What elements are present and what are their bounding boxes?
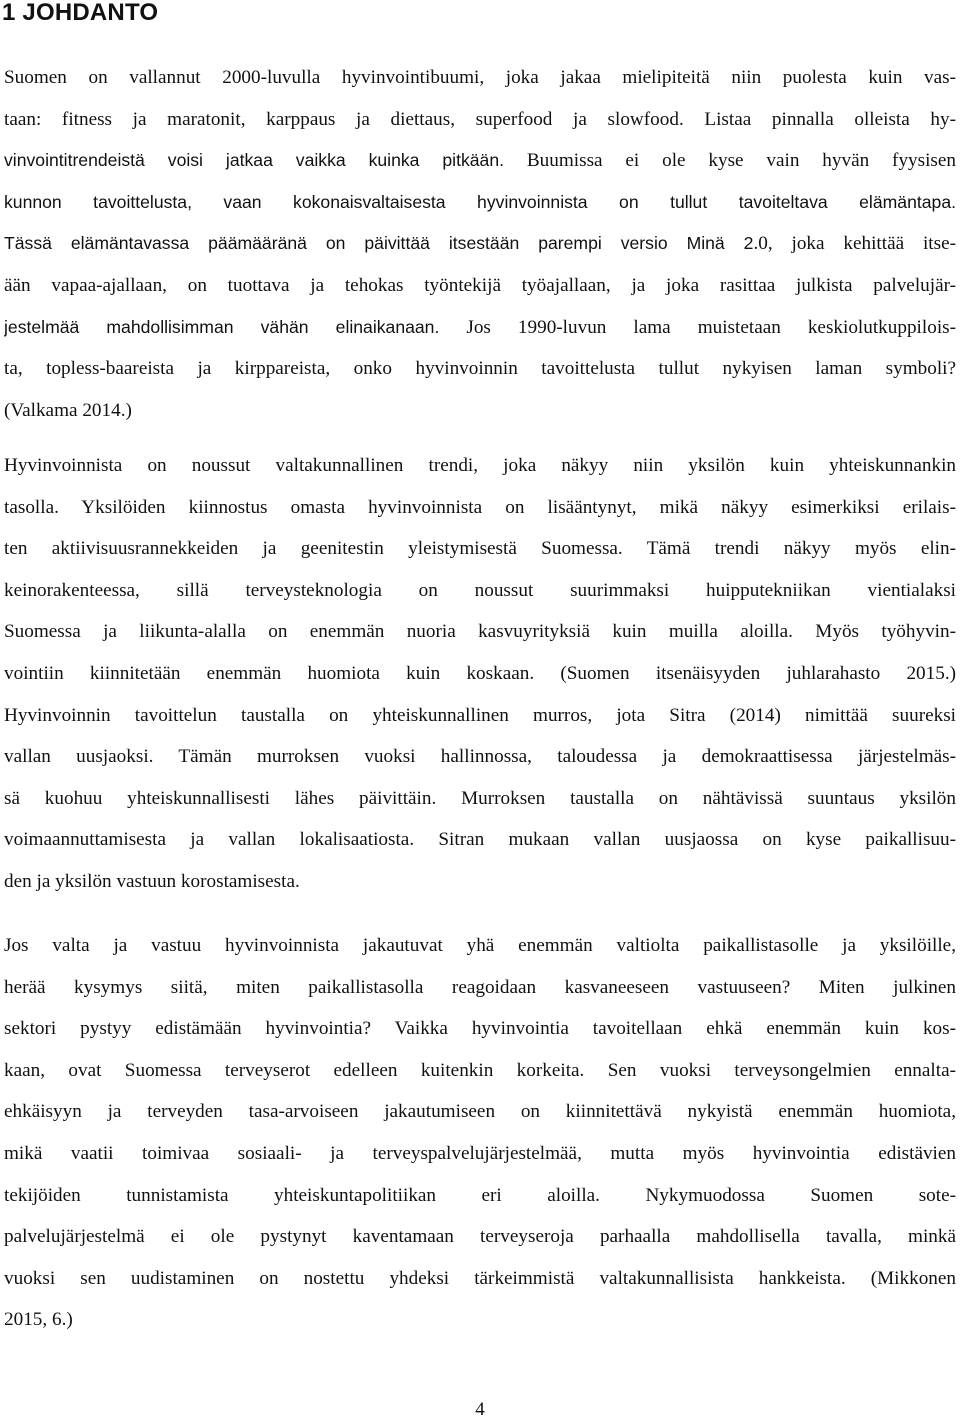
text-line: mikä vaatii toimivaa sosiaali- ja terveyspalvelujärjestelmää, mutta myös hyvinvointia edistävien: [4, 1142, 956, 1164]
text-line: Jos valta ja vastuu hyvinvoinnista jakautuvat yhä enemmän valtiolta paikallistasolle ja yksilöille,: [4, 935, 956, 956]
text-line: tasolla. Yksilöiden kiinnostus omasta hyvinvoinnista on lisääntynyt, mikä näkyy esimerkiksi erilais-: [4, 496, 956, 518]
text-line: sä kuohuu yhteiskunnallisesti lähes päivittäin. Murroksen taustalla on nähtävissä suuntaus yksilön: [4, 787, 956, 809]
text-line: (Valkama 2014.): [4, 399, 132, 421]
text-line: [4, 307, 956, 349]
text-line: [4, 140, 956, 182]
text-line: 2015, 6.): [4, 1309, 73, 1331]
text-line: kaan, ovat Suomessa terveyserot edelleen kuitenkin korkeita. Sen vuoksi terveysongelmien ennalta-: [4, 1059, 956, 1081]
text-line: sektori pystyy edistämään hyvinvointia? Vaikka hyvinvointia tavoitellaan ehkä enemmän kuin kos-: [4, 1018, 956, 1040]
text-segment: Buumissa ei ole kyse vain hyvän fyysisen: [504, 150, 956, 172]
text-line: Suomen on vallannut 2000-luvulla hyvinvointibuumi, joka jakaa mielipiteitä niin puolesta kuin vas-: [4, 67, 956, 88]
paragraph-3: [4, 925, 956, 1341]
text-line: Hyvinvoinnista on noussut valtakunnallinen trendi, joka näkyy niin yksilön kuin yhteiskunnankin: [4, 455, 956, 476]
text-line: taan: fitness ja maratonit, karppaus ja diettaus, superfood ja slowfood. Listaa pinnalla olleista hy-: [4, 108, 956, 130]
text-segment: jestelmää mahdollisimman vähän elinaikanaan.: [4, 316, 440, 337]
paragraph-1: [4, 57, 956, 431]
text-line: ehkäisyyn ja terveyden tasa-arvoiseen jakautumiseen on kiinnitettävä nykyistä enemmän huomiota,: [4, 1101, 956, 1123]
text-segment: vinvointitrendeistä voisi jatkaa vaikka kuinka pitkään.: [4, 150, 505, 171]
text-line: [4, 223, 956, 265]
text-segment: Jos 1990-luvun lama muistetaan keskiolutkuppilois-: [439, 316, 956, 338]
text-line: vallan uusjaoksi. Tämän murroksen vuoksi hallinnossa, taloudessa ja demokraattisessa järjestelmäs-: [4, 746, 956, 768]
page-number: 4: [475, 1399, 485, 1420]
chapter-heading: 1 JOHDANTO: [2, 0, 159, 26]
text-line: herää kysymys siitä, miten paikallistasolla reagoidaan kasvaneeseen vastuuseen? Miten julkinen: [4, 976, 956, 998]
text-line: ten aktiivisuusrannekkeiden ja geenitestin yleistymisestä Suomessa. Tämä trendi näkyy myös elin-: [4, 538, 956, 560]
paragraph-2: [4, 445, 956, 903]
text-line: vuoksi sen uudistaminen on nostettu yhdeksi tärkeimmistä valtakunnallisista hankkeista. (Mikkonen: [4, 1267, 956, 1289]
text-line: Hyvinvoinnin tavoittelun taustalla on yhteiskunnallinen murros, jota Sitra (2014) nimittää suureksi: [4, 704, 956, 726]
text-line: keinorakenteessa, sillä terveysteknologia on noussut suurimmaksi huipputekniikan vientialaksi: [4, 579, 956, 601]
text-line: ään vapaa-ajallaan, on tuottava ja tehokas työntekijä työajallaan, ja joka rasittaa julkista palvelujär-: [4, 274, 956, 296]
text-line: Suomessa ja liikunta-alalla on enemmän nuoria kasvuyrityksiä kuin muilla aloilla. Myös työhyvin-: [4, 621, 956, 643]
text-line: tekijöiden tunnistamista yhteiskuntapolitiikan eri aloilla. Nykymuodossa Suomen sote-: [4, 1184, 956, 1206]
text-segment: Tässä elämäntavassa päämääränä on päivittää itsestään parempi versio Minä 2: [4, 233, 754, 254]
text-line: kunnon tavoittelusta, vaan kokonaisvaltaisesta hyvinvoinnista on tullut tavoiteltava elämäntapa.: [4, 191, 956, 212]
text-line: voimaannuttamisesta ja vallan lokalisaatiosta. Sitran mukaan vallan uusjaossa on kyse paikallisuu-: [4, 829, 956, 851]
text-line: palvelujärjestelmä ei ole pystynyt kaventamaan terveyseroja parhaalla mahdollisella tavalla, minkä: [4, 1226, 956, 1248]
text-line: ta, topless-baareista ja kirppareista, onko hyvinvoinnin tavoittelusta tullut nykyisen laman symboli?: [4, 358, 956, 380]
text-segment: .0, joka kehittää itse-: [753, 233, 956, 255]
text-line: den ja yksilön vastuun korostamisesta.: [4, 870, 300, 892]
text-line: vointiin kiinnitetään enemmän huomiota kuin koskaan. (Suomen itsenäisyyden juhlarahasto 2015.): [4, 662, 956, 684]
